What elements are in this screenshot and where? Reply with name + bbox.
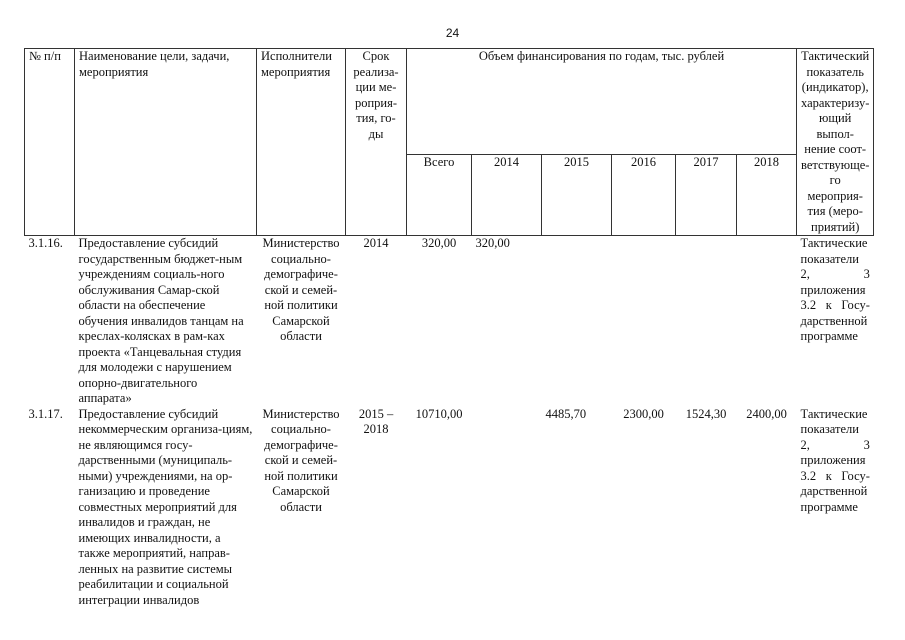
row-indicator: Тактические показатели 2, 3 приложения 3.2 к Госу-дарственной программе bbox=[800, 236, 870, 343]
page-number: 24 bbox=[445, 26, 460, 40]
header-year-2016: 2016 bbox=[612, 154, 676, 235]
header-name: Наименование цели, задачи, мероприятия bbox=[75, 49, 257, 236]
row-total: 320,00 bbox=[421, 236, 457, 250]
row-2014 bbox=[472, 407, 542, 609]
row-2018: 2400,00 bbox=[746, 406, 787, 421]
row-num: 3.1.16. bbox=[28, 236, 63, 250]
table-row bbox=[25, 407, 874, 609]
header-year-2014: 2014 bbox=[472, 154, 542, 235]
row-2016: 2300,00 bbox=[623, 406, 664, 421]
table-row bbox=[25, 236, 874, 407]
row-2015: 4485,70 bbox=[545, 406, 587, 421]
header-num: № п/п bbox=[25, 49, 75, 236]
header-total: Всего bbox=[407, 154, 472, 235]
header-year-2018: 2018 bbox=[737, 154, 797, 235]
row-indicator: Тактические показатели 2, 3 приложения 3.2 к Госу-дарственной программе bbox=[800, 406, 870, 514]
header-year-2017: 2017 bbox=[676, 154, 737, 235]
row-2016 bbox=[612, 236, 676, 407]
row-term: 2015 – 2018 bbox=[358, 406, 394, 436]
row-name: Предоставление субсидий некоммерческим организа-циям, не являющимся госу-дарственными (муниципаль-ными) учреждениями, на ор-ганизацию и проведение совместных мероприятий для инвалидов и граждан, не имеющих инвалидности, а также мероприятий, направ-ленных на развитие системы реабилитации и социальной интеграции инвалидов bbox=[78, 406, 253, 607]
header-financing: Объем финансирования по годам, тыс. рублей bbox=[407, 49, 797, 155]
row-num: 3.1.17. bbox=[28, 406, 63, 421]
row-2017 bbox=[676, 236, 737, 407]
row-2015 bbox=[542, 236, 612, 407]
row-term: 2014 bbox=[363, 236, 389, 250]
header-term: Срок реализа-ции ме-роприя-тия, го-ды bbox=[346, 49, 407, 236]
row-executors: Министерство социально-демографиче-ской и семей-ной политики Самарской области bbox=[262, 236, 340, 343]
header-year-2015: 2015 bbox=[542, 154, 612, 235]
financing-table bbox=[24, 48, 874, 608]
row-name: Предоставление субсидий государственным бюджет-ным учреждениям социаль-ного обслуживания Самар-ской области на обеспечение обучения инвалидов танцам на креслах-колясках в рам-ках проекта «Танцевальная студия для молодежи с нарушением опорно-двигательного аппарата» bbox=[78, 236, 244, 405]
header-executors: Исполнители мероприятия bbox=[257, 49, 346, 236]
header-indicator: Тактический показатель (индикатор), характеризу-ющий выпол-нение соот-ветствующе-го мероприя-тия (меро-приятий) bbox=[797, 49, 874, 236]
row-2017: 1524,30 bbox=[685, 406, 727, 421]
row-total: 10710,00 bbox=[415, 406, 463, 421]
row-2018 bbox=[737, 236, 797, 407]
row-2014: 320,00 bbox=[475, 236, 510, 250]
row-executors: Министерство социально-демографиче-ской и семей-ной политики Самарской области bbox=[262, 406, 340, 514]
